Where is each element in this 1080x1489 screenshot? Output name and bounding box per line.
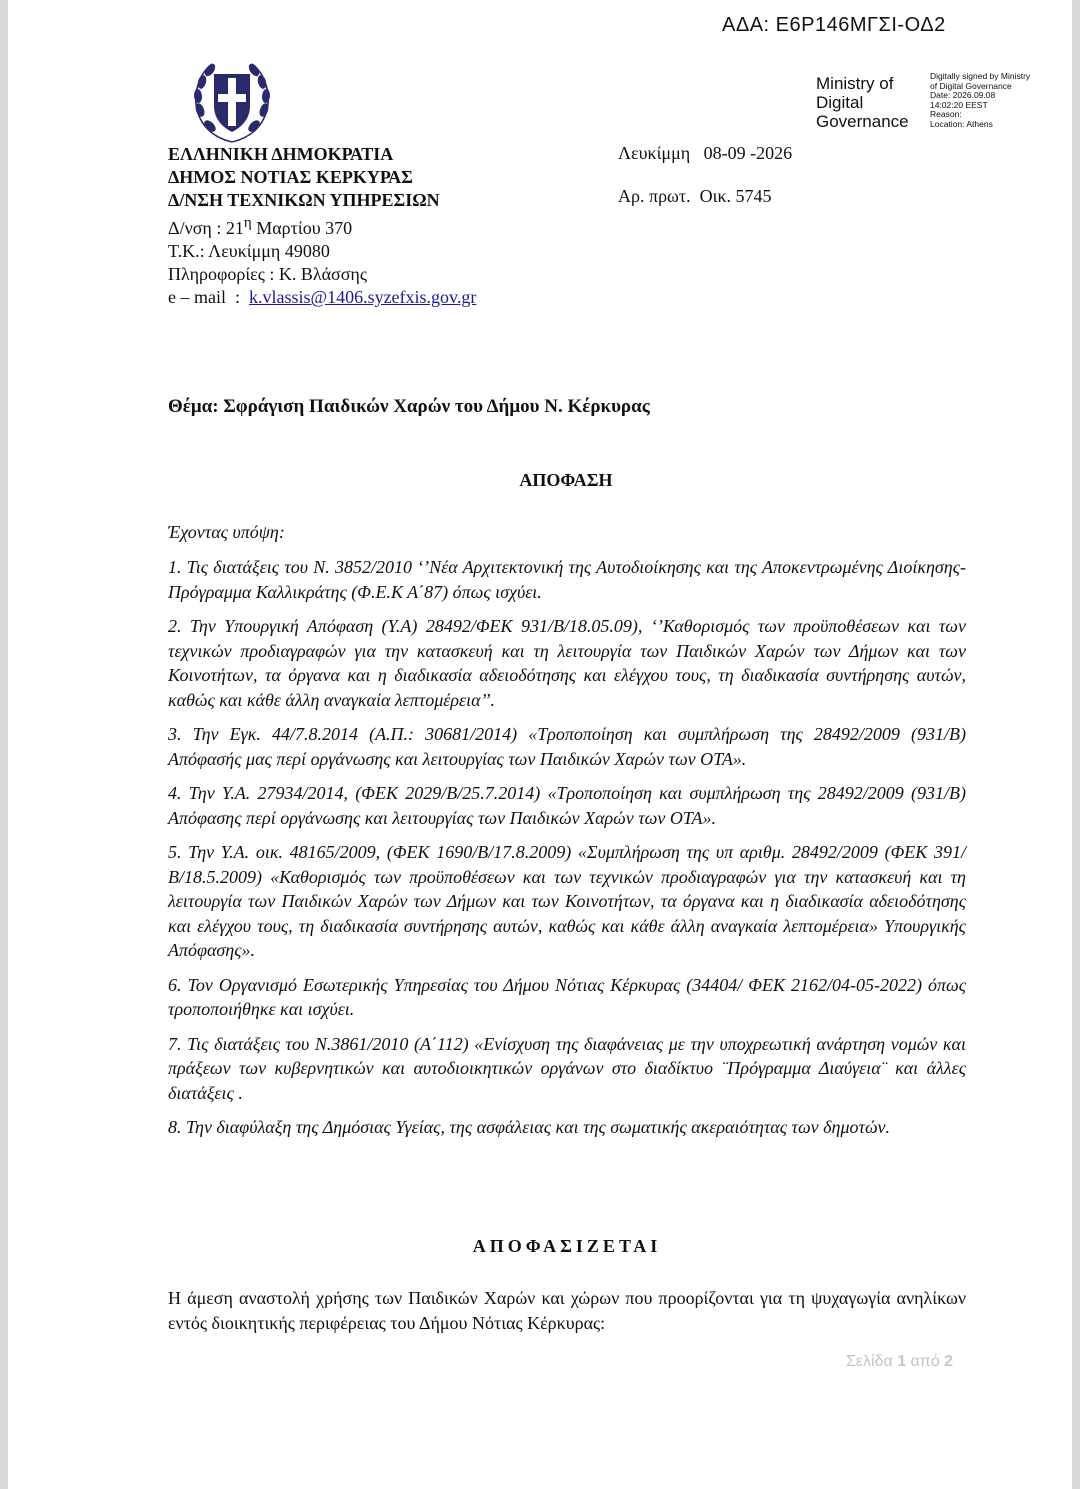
total-pages: 2 bbox=[944, 1353, 954, 1370]
signature-location: Location: Athens bbox=[930, 118, 993, 129]
list-item: 3. Την Εγκ. 44/7.8.2014 (Α.Π.: 30681/2014) «Τροποποίηση και συμπλήρωση της 28492/2009 (931/Β) Απόφασής μας περί οργάνωσης και λειτουργίας των Παιδικών Χαρών των ΟΤΑ». bbox=[168, 724, 966, 769]
ministry-signature-name bbox=[816, 74, 909, 131]
decision-title: ΑΠΟΦΑΣΗ bbox=[519, 470, 613, 490]
decision-text: Η άμεση αναστολή χρήσης των Παιδικών Χαρών και χώρων που προορίζονται για τη ψυχαγωγία ανηλίκων εντός διοικητικής περιφέρειας του Δήμου Νότιας Κέρκυρας: bbox=[168, 1288, 966, 1333]
signature-time: 14:02:20 EEST bbox=[930, 99, 988, 110]
email-link[interactable]: k.vlassis@1406.syzefxis.gov.gr bbox=[248, 287, 477, 307]
info-contact: Πληροφορίες : Κ. Βλάσσης bbox=[168, 264, 367, 284]
place-date: Λευκίμμη 08-09 -2026 bbox=[618, 143, 793, 163]
greek-coat-of-arms-emblem bbox=[188, 58, 276, 146]
list-item: 1. Τις διατάξεις του Ν. 3852/2010 ‘’Νέα Αρχιτεκτονική της Αυτοδιοίκησης και της Αποκεντρωμένης Διοίκησης-Πρόγραμμα Καλλικράτης (Φ.Ε.Κ Α΄87) όπως ισχύει. bbox=[168, 557, 966, 602]
address bbox=[168, 212, 476, 240]
legal-basis-list bbox=[168, 555, 966, 1150]
list-item: 2. Την Υπουργική Απόφαση (Υ.Α) 28492/ΦΕΚ 931/Β/18.05.09), ‘’Καθορισμός των προϋποθέσεων και των τεχνικών προδιαγραφών για την κατασκευή και τη λειτουργία των Παιδικών Χαρών των Δήμων και των Κοινοτήτων, τα όργανα και η διαδικασία αδειοδότησης και ελέγχου τους, τη διαδικασία συντήρησης αυτών, καθώς και κάθε άλλη αναγκαία λεπτομέρεια’’. bbox=[168, 616, 966, 710]
address-label: Δ/νση : 21 bbox=[168, 218, 244, 238]
list-item: 8. Την διαφύλαξη της Δημόσιας Υγείας, της ασφάλειας και της σωματικής ακεραιότητας των δημοτών. bbox=[168, 1117, 890, 1137]
page-label: Σελίδα bbox=[846, 1353, 898, 1370]
list-item: 7. Τις διατάξεις του Ν.3861/2010 (Α΄112) «Ενίσχυση της διαφάνειας με την υποχρεωτική ανάρτηση νομών και πράξεων των κυβερνητικών και αυτοδιοικητικών οργάνων στο διαδίκτυο ¨Πρόγραμμα Διαύγεια¨ και άλλες διατάξεις . bbox=[168, 1033, 966, 1103]
republic-name: ΕΛΛΗΝΙΚΗ ΔΗΜΟΚΡΑΤΙΑ bbox=[168, 144, 394, 164]
email-row bbox=[168, 286, 476, 309]
document-page bbox=[8, 0, 1072, 1489]
protocol-number: Αρ. πρωτ. Οικ. 5745 bbox=[618, 186, 772, 206]
page-of: από bbox=[906, 1353, 945, 1370]
digital-signature-details bbox=[930, 72, 1060, 130]
ministry-line: Ministry of bbox=[816, 74, 894, 93]
issuer-block bbox=[168, 143, 476, 309]
signature-date: Date: 2026.09.08 bbox=[930, 90, 996, 101]
ministry-line: Governance bbox=[816, 112, 909, 131]
email-label: e – mail : bbox=[168, 287, 249, 307]
document-meta bbox=[618, 143, 792, 229]
signature-reason: Reason: bbox=[930, 109, 962, 120]
ada-code: ΑΔΑ: Ε6Ρ146ΜΓΣΙ-ΟΔ2 bbox=[722, 14, 946, 36]
subject-line: Θέμα: Σφράγιση Παιδικών Χαρών του Δήμου Ν. Κέρκυρας bbox=[168, 396, 650, 417]
signature-line: Digitally signed by Ministry bbox=[930, 71, 1031, 81]
page-number bbox=[846, 1353, 953, 1371]
list-item: 5. Την Υ.Α. οικ. 48165/2009, (ΦΕΚ 1690/Β/17.8.2009) «Συμπλήρωση της υπ αριθμ. 28492/2009 (ΦΕΚ 391/Β/18.5.2009) «Καθορισμός των προϋποθέσεων και των τεχνικών προδιαγραφών για την κατασκευή και τη λειτουργία των Παιδικών Χαρών των Δήμων και των Κοινοτήτων, τα όργανα και η διαδικασία αδειοδότησης και ελέγχου τους, τη διαδικασία συντήρησης αυτών, καθώς και κάθε άλλη αναγκαία λεπτομέρεια» Υπουργικής Απόφασης». bbox=[168, 842, 966, 960]
current-page: 1 bbox=[897, 1353, 907, 1370]
address-superscript: η bbox=[243, 215, 252, 231]
list-item: 6. Τον Οργανισμό Εσωτερικής Υπηρεσίας του Δήμου Νότιας Κέρκυρας (34404/ ΦΕΚ 2162/04-05-2022) όπως τροποποιήθηκε και ισχύει. bbox=[168, 974, 966, 1019]
list-item: 4. Την Υ.Α. 27934/2014, (ΦΕΚ 2029/Β/25.7.2014) «Τροποποίηση και συμπλήρωση της 28492/2009 (931/Β) Απόφασης περί οργάνωσης και λειτουργίας των Παιδικών Χαρών των ΟΤΑ». bbox=[168, 783, 966, 828]
considering-heading: Έχοντας υπόψη: bbox=[168, 522, 285, 542]
signature-line: of Digital Governance bbox=[930, 80, 1012, 91]
postal-code: Τ.Κ.: Λευκίμμη 49080 bbox=[168, 241, 330, 261]
address-street: Μαρτίου 370 bbox=[251, 218, 353, 238]
municipality-name: ΔΗΜΟΣ ΝΟΤΙΑΣ ΚΕΡΚΥΡΑΣ bbox=[168, 167, 413, 187]
department-name: Δ/ΝΣΗ ΤΕΧΝΙΚΩΝ ΥΠΗΡΕΣΙΩΝ bbox=[168, 190, 440, 210]
decides-heading: ΑΠΟΦΑΣΙΖΕΤΑΙ bbox=[472, 1236, 662, 1256]
ministry-line: Digital bbox=[816, 93, 864, 112]
